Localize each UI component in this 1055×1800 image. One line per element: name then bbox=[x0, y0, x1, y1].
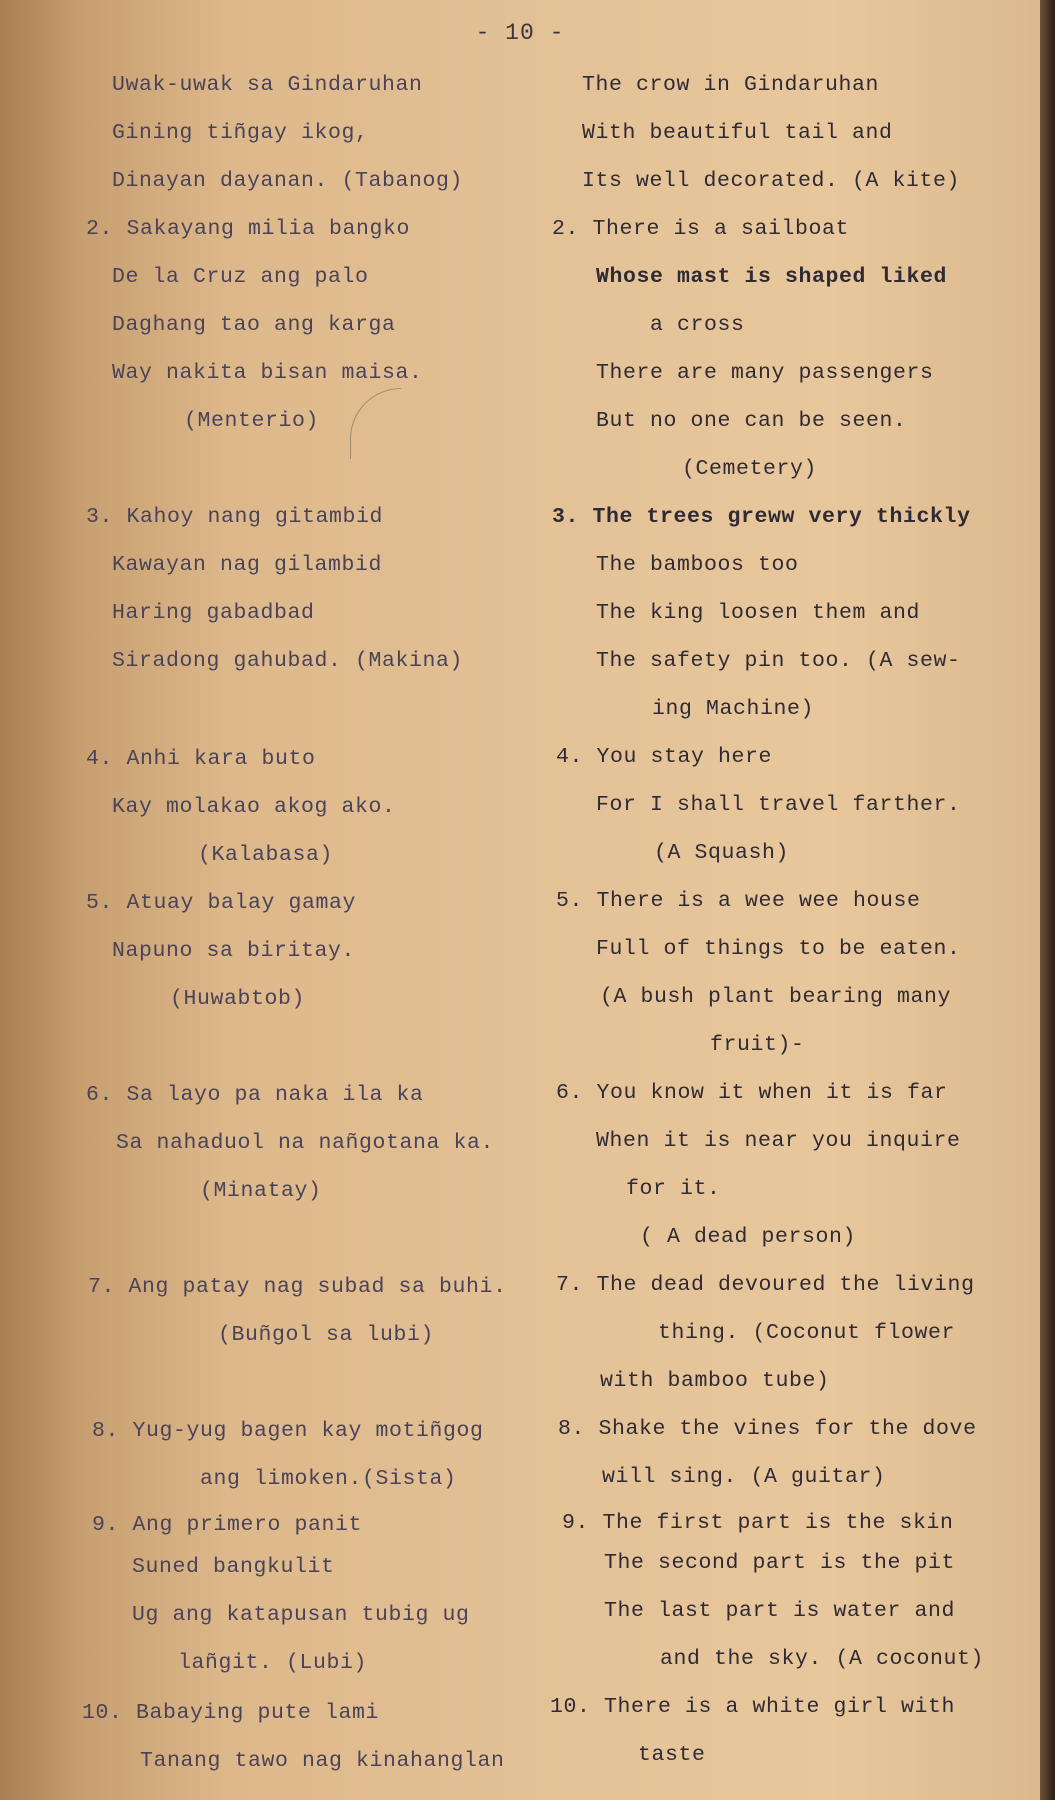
riddle-line: Siradong gahubad. (Makina) bbox=[112, 649, 464, 673]
riddle-answer: (Minatay) bbox=[200, 1179, 322, 1203]
riddle-line: Sa nahaduol na nañgotana ka. bbox=[116, 1131, 495, 1155]
riddle-line: 3. Kahoy nang gitambid bbox=[86, 505, 384, 529]
riddle-line: Tanang tawo nag kinahanglan bbox=[140, 1749, 505, 1773]
translation-line: The second part is the pit bbox=[604, 1551, 956, 1575]
riddle-line: lañgit. (Lubi) bbox=[178, 1651, 368, 1675]
riddle-line: Way nakita bisan maisa. bbox=[112, 361, 423, 385]
translation-answer: ing Machine) bbox=[652, 697, 815, 721]
translation-line: 4. You stay here bbox=[556, 745, 773, 769]
translation-answer: (A Squash) bbox=[654, 841, 790, 865]
translation-answer: ( A dead person) bbox=[640, 1225, 857, 1249]
book-binding-edge bbox=[1040, 0, 1055, 1800]
riddle-line: 7. Ang patay nag subad sa buhi. bbox=[88, 1275, 507, 1299]
riddle-line: 9. Ang primero panit bbox=[92, 1513, 363, 1537]
riddle-line: 10. Babaying pute lami bbox=[82, 1701, 380, 1725]
translation-answer: (Cemetery) bbox=[682, 457, 818, 481]
riddle-line: Napuno sa biritay. bbox=[112, 939, 356, 963]
translation-line: But no one can be seen. bbox=[596, 409, 907, 433]
translation-line: Full of things to be eaten. bbox=[596, 937, 961, 961]
riddle-answer: (Buñgol sa lubi) bbox=[218, 1323, 435, 1347]
riddle-line: 8. Yug-yug bagen kay motiñgog bbox=[92, 1419, 484, 1443]
translation-line: There are many passengers bbox=[596, 361, 934, 385]
translation-line: and the sky. (A coconut) bbox=[660, 1647, 985, 1671]
translation-line: The bamboos too bbox=[596, 553, 799, 577]
translation-line: Its well decorated. (A kite) bbox=[582, 169, 961, 193]
riddle-answer: (Kalabasa) bbox=[198, 843, 334, 867]
translation-line: 5. There is a wee wee house bbox=[556, 889, 921, 913]
translation-line: will sing. (A guitar) bbox=[602, 1465, 886, 1489]
riddle-line: 6. Sa layo pa naka ila ka bbox=[86, 1083, 424, 1107]
riddle-line: 2. Sakayang milia bangko bbox=[86, 217, 411, 241]
riddle-line: De la Cruz ang palo bbox=[112, 265, 369, 289]
translation-line: The king loosen them and bbox=[596, 601, 921, 625]
riddle-line: Uwak-uwak sa Gindaruhan bbox=[112, 73, 423, 97]
translation-line: Whose mast is shaped liked bbox=[596, 265, 948, 289]
translation-line: 10. There is a white girl with bbox=[550, 1695, 956, 1719]
translation-line: The last part is water and bbox=[604, 1599, 956, 1623]
translation-line: For I shall travel farther. bbox=[596, 793, 961, 817]
riddle-line: Daghang tao ang karga bbox=[112, 313, 396, 337]
riddle-answer: (Huwabtob) bbox=[170, 987, 306, 1011]
riddle-line: Kay molakao akog ako. bbox=[112, 795, 396, 819]
translation-line: When it is near you inquire bbox=[596, 1129, 961, 1153]
riddle-line: Kawayan nag gilambid bbox=[112, 553, 383, 577]
riddle-line: Dinayan dayanan. (Tabanog) bbox=[112, 169, 464, 193]
translation-line: for it. bbox=[626, 1177, 721, 1201]
translation-line: 8. Shake the vines for the dove bbox=[558, 1417, 977, 1441]
translation-line: With beautiful tail and bbox=[582, 121, 893, 145]
translation-line: 3. The trees greww very thickly bbox=[552, 505, 971, 529]
riddle-line: Gining tiñgay ikog, bbox=[112, 121, 369, 145]
translation-line: 2. There is a sailboat bbox=[552, 217, 850, 241]
translation-line: The crow in Gindaruhan bbox=[582, 73, 880, 97]
translation-line: with bamboo tube) bbox=[600, 1369, 830, 1393]
riddle-line: ang limoken.(Sista) bbox=[200, 1467, 457, 1491]
page-number: - 10 - bbox=[475, 20, 565, 46]
riddle-line: Haring gabadbad bbox=[112, 601, 315, 625]
translation-line: The safety pin too. (A sew- bbox=[596, 649, 961, 673]
riddle-line: Suned bangkulit bbox=[132, 1555, 335, 1579]
translation-line: 9. The first part is the skin bbox=[562, 1511, 954, 1535]
translation-line: a cross bbox=[650, 313, 745, 337]
pencil-mark bbox=[350, 388, 401, 459]
riddle-line: Ug ang katapusan tubig ug bbox=[132, 1603, 470, 1627]
translation-line: taste bbox=[638, 1743, 706, 1767]
translation-answer: (A bush plant bearing many bbox=[600, 985, 952, 1009]
translation-line: thing. (Coconut flower bbox=[658, 1321, 956, 1345]
riddle-line: 5. Atuay balay gamay bbox=[86, 891, 357, 915]
translation-line: 7. The dead devoured the living bbox=[556, 1273, 975, 1297]
translation-answer: fruit)- bbox=[710, 1033, 805, 1057]
translation-line: 6. You know it when it is far bbox=[556, 1081, 948, 1105]
riddle-answer: (Menterio) bbox=[184, 409, 320, 433]
riddle-line: 4. Anhi kara buto bbox=[86, 747, 316, 771]
